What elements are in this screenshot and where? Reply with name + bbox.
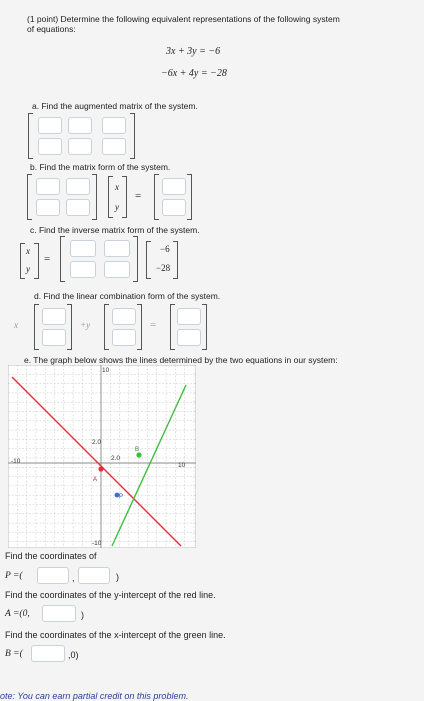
var-x: x	[115, 182, 119, 192]
var-y: y	[115, 202, 119, 212]
b-suffix: ,0)	[68, 650, 79, 660]
bracket-right	[137, 304, 142, 350]
lc-rhs-bottom-input[interactable]	[177, 329, 201, 346]
lc-col1-top-input[interactable]	[42, 308, 66, 325]
bracket-left	[108, 176, 113, 218]
a-suffix: )	[81, 610, 84, 620]
label-top: 10	[102, 367, 110, 374]
bracket-left	[34, 304, 39, 350]
bracket-left	[154, 174, 159, 220]
b-x-input[interactable]	[31, 645, 65, 662]
part-d-label: d. Find the linear combination form of the system.	[34, 291, 221, 301]
inv-m11-input[interactable]	[70, 240, 96, 257]
coords-title: Find the coordinates of	[5, 551, 97, 561]
rhs-bottom: −28	[156, 263, 171, 273]
lines-graph	[8, 365, 196, 548]
a-title: Find the coordinates of the y-intercept of the red line.	[5, 590, 216, 600]
graph-frame	[8, 365, 196, 548]
aug-m21-input[interactable]	[38, 138, 62, 155]
bracket-left	[27, 174, 32, 220]
mf-a22-input[interactable]	[66, 199, 90, 216]
bracket-left	[146, 241, 151, 279]
label-left: -10	[11, 458, 21, 465]
aug-m13-input[interactable]	[102, 117, 126, 134]
inv-m12-input[interactable]	[104, 240, 130, 257]
part-a-label: a. Find the augmented matrix of the system.	[32, 101, 198, 111]
part-e-label: e. The graph below shows the lines determined by the two equations in our system:	[24, 355, 338, 365]
a-y-input[interactable]	[42, 605, 76, 622]
bracket-right	[122, 176, 127, 218]
inv-m21-input[interactable]	[70, 261, 96, 278]
point-b-marker	[136, 452, 141, 457]
b-prefix: B =(	[5, 649, 23, 659]
inv-m22-input[interactable]	[104, 261, 130, 278]
equals-sign: =	[44, 253, 51, 265]
p-comma: ,	[72, 573, 75, 583]
p-x-input[interactable]	[37, 567, 69, 584]
label-p: P	[119, 494, 124, 500]
coef-x: x	[14, 320, 18, 330]
equals-sign: =	[135, 190, 142, 202]
a-prefix: A =(0,	[5, 609, 30, 619]
label-a: A	[93, 477, 98, 483]
bracket-right	[133, 236, 138, 282]
b-title: Find the coordinates of the x-intercept of the green line.	[5, 630, 226, 640]
rhs-top: −6	[160, 244, 170, 254]
problem-header-line1: (1 point) Determine the following equivalent representations of the following system	[27, 14, 340, 24]
equation-2: −6x + 4y = −28	[161, 68, 227, 79]
label-bottom: -10	[92, 540, 102, 547]
bracket-left	[170, 304, 175, 350]
bracket-right	[67, 304, 72, 350]
bracket-left	[28, 113, 33, 159]
label-mid-left: 2.0	[92, 439, 102, 446]
mf-a12-input[interactable]	[66, 178, 90, 195]
bracket-right	[173, 241, 178, 279]
plus-y: +y	[80, 320, 91, 330]
mf-a21-input[interactable]	[36, 199, 60, 216]
label-mid-right: 2.0	[111, 455, 121, 462]
equals-sign: =	[150, 319, 157, 331]
bracket-left	[60, 236, 65, 282]
bracket-right	[92, 174, 97, 220]
aug-m23-input[interactable]	[102, 138, 126, 155]
bracket-left	[20, 243, 25, 279]
bracket-right	[202, 304, 207, 350]
lc-col1-bottom-input[interactable]	[42, 329, 66, 346]
bracket-right	[187, 174, 192, 220]
p-prefix: P =(	[5, 571, 23, 581]
bracket-left	[104, 304, 109, 350]
label-right: 10	[178, 462, 186, 469]
aug-m11-input[interactable]	[38, 117, 62, 134]
point-a-marker	[98, 466, 103, 471]
mf-b1-input[interactable]	[162, 178, 186, 195]
bracket-right	[34, 243, 39, 279]
var-y: y	[26, 264, 30, 274]
aug-m12-input[interactable]	[68, 117, 92, 134]
var-x: x	[26, 246, 30, 256]
partial-credit-note: ote: You can earn partial credit on this problem.	[0, 691, 189, 701]
mf-b2-input[interactable]	[162, 199, 186, 216]
aug-m22-input[interactable]	[68, 138, 92, 155]
part-b-label: b. Find the matrix form of the system.	[30, 162, 171, 172]
lc-col2-bottom-input[interactable]	[112, 329, 136, 346]
p-suffix: )	[116, 572, 119, 582]
equation-1: 3x + 3y = −6	[166, 46, 221, 57]
mf-a11-input[interactable]	[36, 178, 60, 195]
bracket-right	[130, 113, 135, 159]
problem-header-line2: of equations:	[27, 24, 76, 34]
part-c-label: c. Find the inverse matrix form of the system.	[30, 225, 200, 235]
label-b: B	[135, 447, 140, 453]
p-y-input[interactable]	[78, 567, 110, 584]
lc-col2-top-input[interactable]	[112, 308, 136, 325]
lc-rhs-top-input[interactable]	[177, 308, 201, 325]
